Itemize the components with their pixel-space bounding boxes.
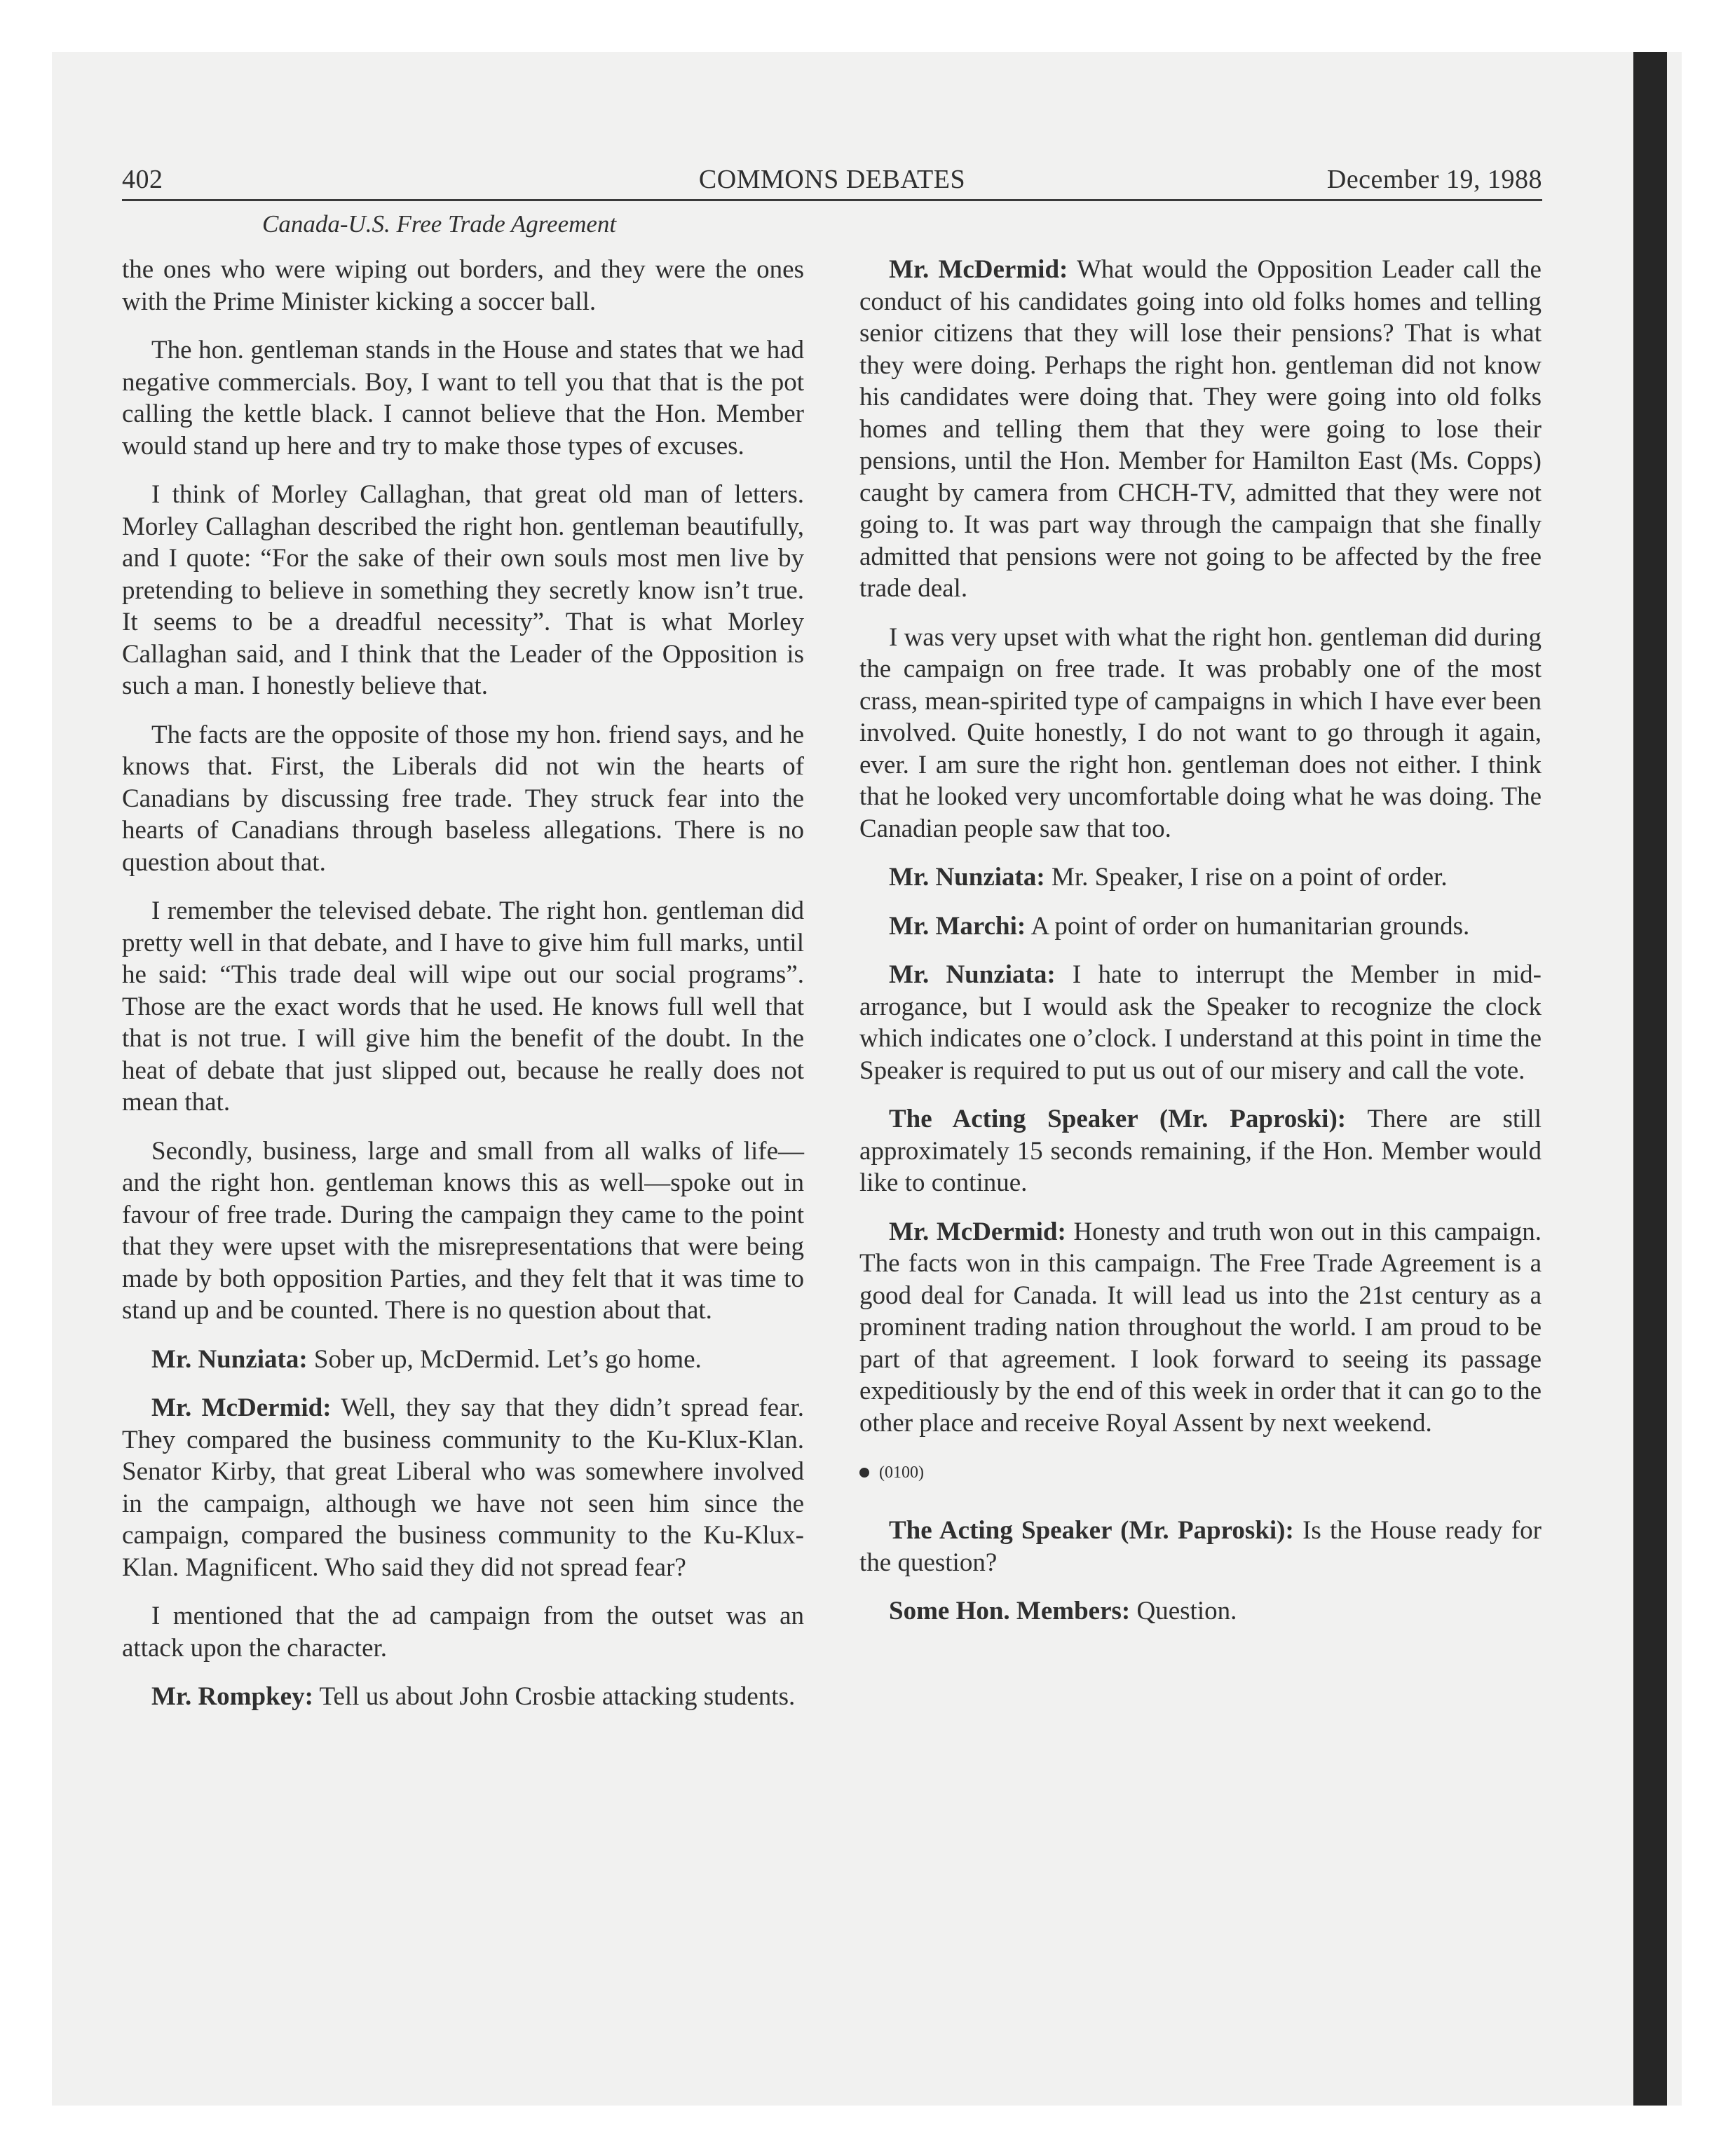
paragraph: the ones who were wiping out borders, and they were the ones with the Prime Minister kicking a soccer ball. <box>122 255 804 316</box>
right-column <box>859 254 1542 1644</box>
speech <box>122 1344 804 1376</box>
speech-text: Question. <box>1136 1597 1237 1625</box>
publication-date: December 19, 1988 <box>1326 165 1542 194</box>
speech-text: Is the House ready for the question? <box>859 1516 1542 1577</box>
speech-text: Sober up, McDermid. Let’s go home. <box>313 1344 702 1374</box>
paragraph: I was very upset with what the right hon. gentleman did during the campaign on free trade. It was probably one of the most crass, mean-spirited type of campaigns in which I have ever been involved. Quite honestly, I do not want to go through it again, ever. I am sure the right hon. gentleman does not either. I think that he looked very uncomfortable doing what he was doing. The Canadian people saw that too. <box>859 622 1542 843</box>
running-header <box>122 160 1542 201</box>
speaker-name: Mr. Nunziata: <box>889 960 1056 989</box>
paragraph: The hon. gentleman stands in the House and states that we had negative commercials. Boy, I want to tell you that that is the pot calling the kettle black. I cannot believe that the Hon. Member would stand up here and try to make those types of excuses. <box>122 336 804 460</box>
paragraph: The facts are the opposite of those my hon. friend says, and he knows that. First, the Liberals did not win the hearts of Canadians by discussing free trade. They struck fear into the hearts of Canadians through baseless allegations. There is no question about that. <box>122 720 804 877</box>
left-column <box>122 254 804 1730</box>
speaker-name: The Acting Speaker (Mr. Paproski): <box>889 1105 1347 1133</box>
speech-text: Tell us about John Crosbie attacking students. <box>319 1682 796 1711</box>
speech-text: There are still approximately 15 seconds remaining, if the Hon. Member would like to continue. <box>859 1105 1542 1197</box>
speech <box>122 1681 804 1713</box>
section-subheading: Canada-U.S. Free Trade Agreement <box>262 210 617 238</box>
timestamp-marker <box>859 1459 1542 1487</box>
speech <box>859 861 1542 894</box>
page-edge-shadow <box>1633 52 1667 2106</box>
speaker-name: Mr. Nunziata: <box>151 1344 308 1374</box>
speech <box>859 1515 1542 1578</box>
speaker-name: Mr. McDermid: <box>151 1393 332 1422</box>
speaker-name: Mr. Rompkey: <box>151 1682 313 1711</box>
speech-text: A point of order on humanitarian grounds. <box>1030 911 1470 941</box>
speech <box>122 1392 804 1583</box>
paragraph: I think of Morley Callaghan, that great old man of letters. Morley Callaghan described the right hon. gentleman beautifully, and I quote: “For the sake of their own souls most men live by pretending to believe in something they secretly know isn’t true. It seems to be a dreadful necessity”. That is what Morley Callaghan said, and I think that the Leader of the Opposition is such a man. I honestly believe that. <box>122 480 804 700</box>
speech-text: Mr. Speaker, I rise on a point of order. <box>1051 863 1448 892</box>
speech <box>859 1103 1542 1199</box>
paragraph: I mentioned that the ad campaign from the outset was an attack upon the character. <box>122 1602 804 1663</box>
bullet-icon <box>859 1468 869 1478</box>
publication-title: COMMONS DEBATES <box>698 165 966 194</box>
speaker-name: Mr. Nunziata: <box>889 863 1045 892</box>
speech-text: What would the Opposition Leader call the conduct of his candidates going into old folks homes and telling senior citizens that they will lose their pensions? That is what they were doing. Perhaps the right hon. gentleman did not know his candidates were doing that. They were going into old folks homes and telling them that they were going to lose their pensions, until the Hon. Member for Hamilton East (Ms. Copps) caught by camera from CHCH-TV, admitted that they were not going to. It was part way through the campaign that she finally admitted that pensions were not going to be affected by the free trade deal. <box>859 255 1542 603</box>
speech-text: Well, they say that they didn’t spread fear. They compared the business community to the Ku-Klux-Klan. Senator Kirby, that great Liberal who was somewhere involved in the campaign, although we have not seen him since the campaign, compared the business community to the Ku-Klux-Klan. Magnificent. Who said they did not spread fear? <box>122 1393 804 1582</box>
speaker-name: Mr. McDermid: <box>889 255 1068 284</box>
speaker-name: The Acting Speaker (Mr. Paproski): <box>889 1516 1294 1545</box>
speaker-name: Mr. Marchi: <box>889 911 1026 941</box>
speech <box>859 1595 1542 1628</box>
speech <box>859 1216 1542 1440</box>
speech <box>859 959 1542 1086</box>
paragraph: Secondly, business, large and small from all walks of life—and the right hon. gentleman knows this as well—spoke out in favour of free trade. During the campaign they came to the point that they were upset with the misrepresentations that were being made by both opposition Parties, and they felt that it was time to stand up and be counted. There is no question about that. <box>122 1136 804 1325</box>
page-number: 402 <box>122 165 163 194</box>
speech <box>859 254 1542 605</box>
speech-text: I hate to interrupt the Member in mid-arrogance, but I would ask the Speaker to recognize the clock which indicates one o’clock. I understand at this point in time the Speaker is required to put us out of our misery and call the vote. <box>859 960 1542 1085</box>
speech-text: Honesty and truth won out in this campaign. The facts won in this campaign. The Free Trade Agreement is a good deal for Canada. It will lead us into the 21st century as a prominent trading nation throughout the world. I am proud to be part of that agreement. I look forward to seeing its passage expeditiously by the end of this week in order that it can go to the other place and receive Royal Assent by next weekend. <box>859 1217 1542 1438</box>
speaker-name: Mr. McDermid: <box>889 1217 1066 1246</box>
speaker-name: Some Hon. Members: <box>889 1597 1131 1625</box>
timestamp-text: (0100) <box>879 1464 924 1482</box>
speech <box>859 910 1542 943</box>
paragraph: I remember the televised debate. The right hon. gentleman did pretty well in that debate, and I have to give him full marks, until he said: “This trade deal will wipe out our social programs”. Those are the exact words that he used. He knows full well that that is not true. I will give him the benefit of the doubt. In the heat of debate that just slipped out, because he really does not mean that. <box>122 896 804 1117</box>
